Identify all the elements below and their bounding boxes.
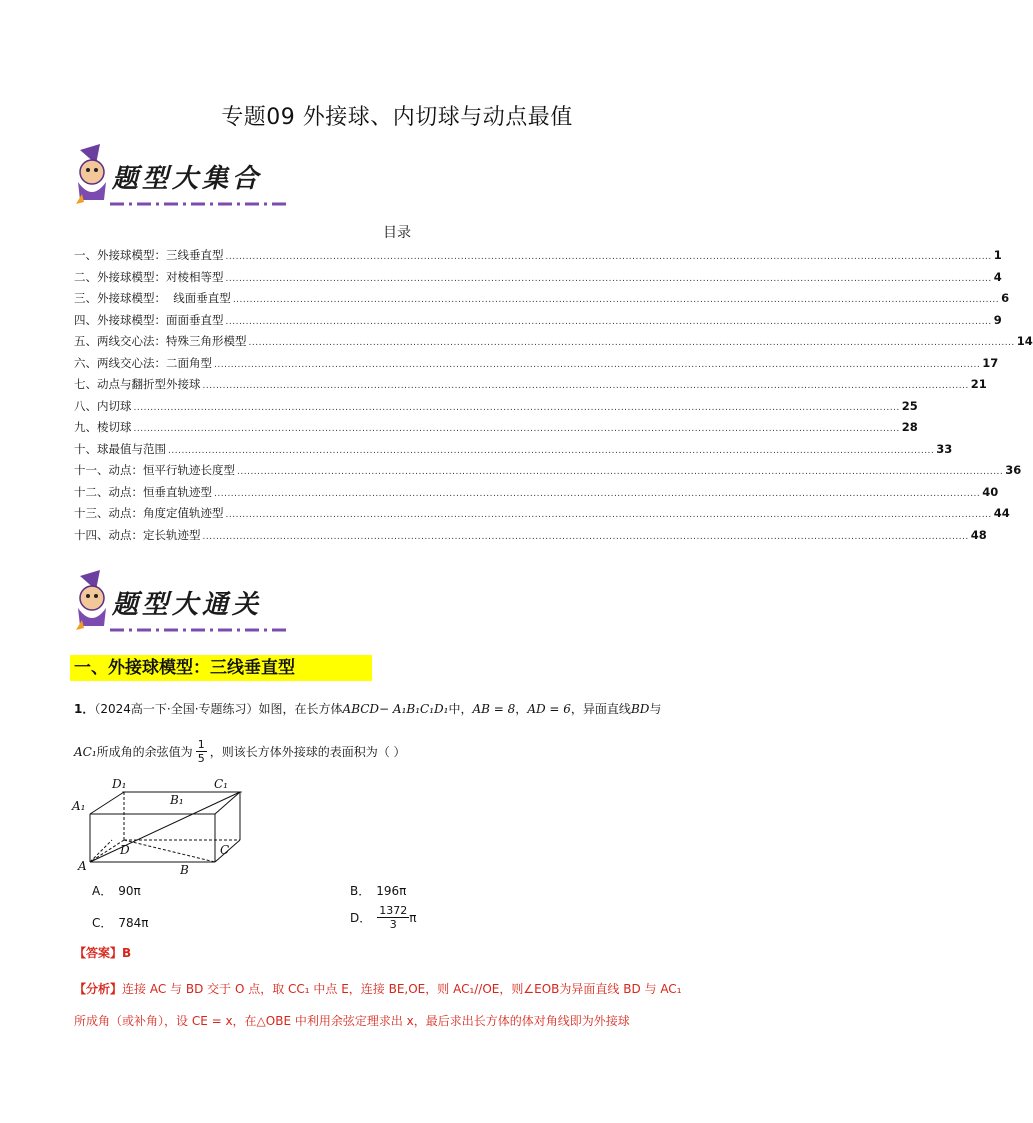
leader-dots: .................................................................................................................................................................................................................................... [133,402,900,413]
answer-line [74,944,724,962]
toc-item-label: 十二、动点：恒垂直轨迹型 [74,484,212,499]
vertex-label-b1: B₁ [170,793,184,807]
toc-item[interactable] [74,374,987,396]
vertex-label-b: B [180,863,189,877]
banner-title: 题型大集合 [112,164,263,194]
toc-page-number: 28 [901,420,918,434]
toc-item-label: 八、内切球 [74,398,132,413]
question-text-line1 [74,700,724,718]
toc-item-label: 二、外接球模型：对棱相等型 [74,269,224,284]
option-value: 90π [118,884,141,898]
toc-item[interactable] [74,245,1002,267]
fraction-denominator: 3 [389,918,397,931]
table-of-contents [74,245,1033,546]
option-key: D． [350,911,372,925]
toc-page-number: 4 [993,269,1002,284]
toc-item[interactable] [74,439,953,461]
analysis-text: 连接 AC 与 BD 交于 O 点，取 CC₁ 中点 E，连接 BE,OE，则 AC₁//OE，则∠EOB为异面直线 BD 与 AC₁ [122,982,682,996]
option-fraction [377,904,409,931]
toc-item-label: 五、两线交心法：特殊三角形模型 [74,334,247,348]
toc-item-label: 一、外接球模型：三线垂直型 [74,248,224,262]
toc-item[interactable] [74,353,999,375]
leader-dots: .................................................................................................................................................................................................................................... [225,252,992,262]
section-banner-practice [70,568,300,638]
toc-page-number: 25 [901,398,918,413]
leader-dots: .................................................................................................................................................................................................................................... [168,445,935,456]
vertex-label-c: C [220,843,230,857]
math-ac1: AC₁ [74,744,97,759]
option-c[interactable] [92,914,149,931]
leader-dots: .................................................................................................................................................................................................................................... [202,381,969,391]
toc-item[interactable] [74,288,1010,310]
math-ab: AB = 8 [472,702,516,716]
toc-page-number: 17 [982,355,999,370]
toc-page-number: 36 [1005,463,1022,477]
toc-item[interactable] [74,460,1022,482]
leader-dots: .................................................................................................................................................................................................................................... [214,359,981,370]
vertex-label-a: A [78,859,87,873]
analysis-line2: 所成角（或补角），设 CE = x，在△OBE 中利用余弦定理求出 x，最后求出长方体的体对角线即为外接球 [74,1014,630,1028]
leader-dots: .................................................................................................................................................................................................................................... [202,531,969,542]
question-text: 所成角的余弦值为 [96,744,193,759]
toc-item-label: 七、动点与翻折型外接球 [74,377,201,391]
option-value: 196π [376,884,407,898]
toc-item[interactable] [74,331,1033,353]
toc-page-number: 6 [1001,291,1010,305]
toc-item-label: 四、外接球模型：面面垂直型 [74,312,224,327]
leader-dots: .................................................................................................................................................................................................................................... [225,316,992,327]
leader-dots: .................................................................................................................................................................................................................................... [133,424,900,434]
math-ad: AD = 6 [527,702,571,716]
option-value: 784π [118,916,149,930]
option-b[interactable] [350,882,406,899]
option-a[interactable] [92,882,141,899]
toc-item[interactable] [74,396,918,418]
section-banner-collection [70,142,300,212]
toc-page-number: 14 [1016,334,1033,348]
vertex-label-c1: C₁ [214,777,228,791]
toc-item-label: 三、外接球模型： 线面垂直型 [74,291,231,305]
leader-dots: .................................................................................................................................................................................................................................... [237,467,1004,477]
toc-item-label: 十、球最值与范围 [74,441,166,456]
toc-item-label: 十三、动点：角度定值轨迹型 [74,506,224,520]
answer-value: B [122,946,132,960]
leader-dots: .................................................................................................................................................................................................................................... [214,488,981,499]
vertex-label-a1: A₁ [72,799,86,813]
page-title: 专题09 外接球、内切球与动点最值 [221,105,573,130]
math-box: ABCD− A₁B₁C₁D₁ [342,702,449,716]
cuboid-figure [72,772,242,876]
fraction-numerator: 1372 [379,904,408,917]
question-text: 如图，在长方体 [258,702,343,716]
leader-dots: .................................................................................................................................................................................................................................... [225,510,992,520]
toc-item-label: 十四、动点：定长轨迹型 [74,527,201,542]
math-bd: BD [630,702,650,716]
toc-item[interactable] [74,503,1010,525]
toc-page-number: 44 [993,506,1010,520]
toc-heading: 目录 [383,225,411,241]
question-number: 1． [74,702,95,716]
option-key: C． [92,916,113,930]
toc-item[interactable] [74,417,918,439]
question-text: 中， [448,702,473,716]
analysis-line1 [74,978,724,1000]
leader-dots: .................................................................................................................................................................................................................................... [232,295,1000,305]
toc-item[interactable] [74,525,987,547]
fraction-one-fifth [196,738,207,765]
toc-item-label: 九、棱切球 [74,420,132,434]
toc-item-label: 十一、动点：恒平行轨迹长度型 [74,463,235,477]
toc-page-number: 33 [936,441,953,456]
toc-page-number: 21 [970,377,987,391]
vertex-label-d: D [120,843,130,857]
banner-title: 题型大通关 [112,590,263,620]
option-d[interactable] [350,904,416,931]
toc-page-number: 1 [993,248,1002,262]
analysis-tag: 【分析】 [74,982,123,996]
leader-dots: .................................................................................................................................................................................................................................... [248,338,1015,348]
toc-item[interactable] [74,267,1002,289]
answer-tag: 【答案】 [74,946,123,960]
question-text: ，异面直线 [570,702,631,716]
question-source: （2024高一下·全国·专题练习） [94,702,259,716]
toc-item[interactable] [74,310,1002,332]
option-suffix: π [409,910,417,925]
toc-page-number: 40 [982,484,999,499]
leader-dots: .................................................................................................................................................................................................................................... [225,273,992,284]
fraction-denominator: 5 [197,752,205,765]
section-heading: 一、外接球模型：三线垂直型 [70,655,372,681]
question-text-line2 [74,738,724,765]
vertex-label-d1: D₁ [112,777,127,791]
option-key: A． [92,884,113,898]
option-key: B． [350,884,371,898]
toc-item[interactable] [74,482,999,504]
question-text: ， [515,702,528,716]
question-text: ，则该长方体外接球的表面积为（ ） [209,744,406,759]
toc-page-number: 48 [970,527,987,542]
fraction-numerator: 1 [197,738,205,751]
toc-item-label: 六、两线交心法：二面角型 [74,355,212,370]
toc-page-number: 9 [993,312,1002,327]
question-text: 与 [649,702,662,716]
